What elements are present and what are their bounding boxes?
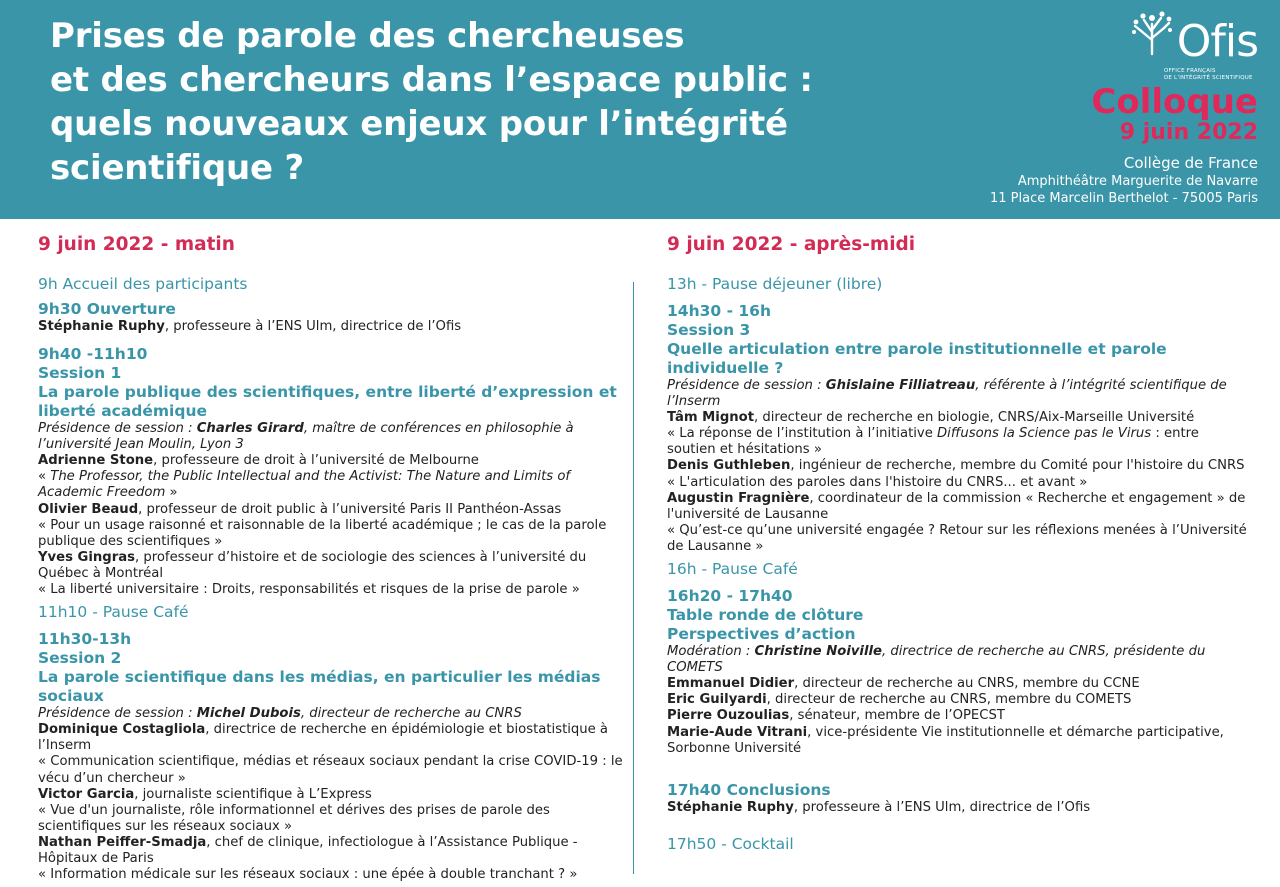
conclusions-time: 17h40 Conclusions [667,780,831,799]
speaker-role: , professeure à l’ENS Ulm, directrice de l’Ofis [164,319,462,334]
morning-column [38,232,623,883]
roundtable-time: 16h20 - 17h40 [667,587,793,606]
speaker-name: Nathan Peiffer-Smadja [38,834,207,850]
session1-chair [38,421,623,453]
session1-title: La parole publique des scientifiques, entre liberté d’expression et liberté académique [38,383,617,421]
speaker-line [667,410,1247,426]
chair-role: , directeur de recherche au CNRS [300,706,522,722]
speaker-line [38,835,623,867]
chair-role: , référente à l’intégrité scientifique de l’Inserm [667,378,1227,410]
coffee-break-1: 11h10 - Pause Café [38,603,189,622]
talk-title: « L'articulation des paroles dans l'histoire du CNRS... et avant » [667,474,1088,490]
title-line: quels nouveaux enjeux pour l’intégrité [50,104,788,144]
speaker-name: Tâm Mignot [667,410,755,426]
session2-label: Session 2 [38,649,122,668]
speaker-line [667,458,1247,474]
session3-chair [667,378,1247,410]
speaker-line [38,502,623,518]
speaker-line [667,725,1247,757]
session2-title: La parole scientifique dans les médias, en particulier les médias sociaux [38,668,601,706]
header-banner [0,0,1280,219]
talk-title: « Pour un usage raisonné et raisonnable de la liberté académique ; le cas de la parole publique des scientifiques » [38,517,607,549]
session3-label: Session 3 [667,321,751,339]
session1-time: 9h40 -11h10 [38,345,148,364]
speaker-name: Emmanuel Didier [667,676,795,692]
session2-time: 11h30-13h [38,630,132,649]
venue-address: 11 Place Marcelin Berthelot - 75005 Paris [989,191,1258,206]
speaker-role: , chef de clinique, infectiologue à l’Assistance Publique - Hôpitaux de Paris [38,834,578,866]
opening-speaker [38,319,623,335]
speaker-line [667,692,1247,708]
speaker-line [38,787,623,803]
speaker-name: Eric Guilyardi [667,692,767,708]
moderator-role: , directrice de recherche au CNRS, présidente du COMETS [667,644,1206,676]
speaker-name: Pierre Ouzoulias [667,708,790,724]
speaker-role: , directeur de recherche au CNRS, membre du COMETS [766,692,1132,708]
opening-time: 9h30 Ouverture [38,300,176,318]
session1-label: Session 1 [38,364,122,383]
event-date: 9 juin 2022 [1119,120,1258,145]
afternoon-column [667,232,1247,854]
chair-name: Ghislaine Filliatreau [825,378,976,393]
speaker-name: Victor Garcia [38,786,135,802]
logo-wordmark: Ofis [1176,16,1258,67]
roundtable-moderator [667,644,1247,676]
speaker-role: , sénateur, membre de l’OPECST [789,708,1005,724]
speaker-name: Denis Guthleben [667,458,791,474]
venue-block [990,154,1258,207]
venue-room: Amphithéâtre Marguerite de Navarre [1017,174,1258,189]
speaker-name: Yves Gingras [38,549,135,565]
talk-title: « Vue d'un journaliste, rôle informationnel et dérives des prises de parole des scientifiques sur les réseaux sociaux » [38,802,550,834]
chair-name: Michel Dubois [196,706,301,722]
speaker-name: Adrienne Stone [38,453,154,469]
ofis-logo [1130,10,1258,84]
title-line: et des chercheurs dans l’espace public : [50,60,813,100]
speaker-name: Stéphanie Ruphy [38,319,165,334]
session3-time: 14h30 - 16h [667,302,772,320]
speaker-role: , coordinateur de la commission « Recherche et engagement » de l'université de Lausanne [667,490,1246,522]
talk-title: « Qu’est-ce qu’une université engagée ? Retour sur les réflexions menées à l’Université de Lausanne » [667,522,1247,554]
cocktail-item: 17h50 - Cocktail [667,834,794,853]
event-type: Colloque [1091,82,1258,122]
column-divider [633,282,634,874]
logo-subtitle-line: OFFICE FRANÇAIS [1164,68,1216,74]
logo-subtitle [1164,68,1258,82]
day-heading-afternoon: 9 juin 2022 - après-midi [667,234,916,255]
talk-title: « La réponse de l’institution à l’initiative Diffusons la Science pas le Virus : entre soutien et hésitations » [667,426,1199,458]
speaker-role: , vice-présidente Vie institutionnelle et démarche participative, Sorbonne Université [667,724,1224,756]
roundtable-label: Table ronde de clôture [667,606,864,625]
speaker-name: Olivier Beaud [38,501,139,517]
coffee-break-2: 16h - Pause Café [667,560,798,579]
roundtable-title: Perspectives d’action [667,625,856,644]
welcome-item: 9h Accueil des participants [38,275,248,293]
chair-label: Présidence de session : [38,421,197,437]
moderator-label: Modération : [667,644,755,660]
speaker-name: Stéphanie Ruphy [667,799,794,815]
talk-title: « Information médicale sur les réseaux sociaux : une épée à double tranchant ? » [38,867,578,883]
page-title [50,14,950,190]
title-line: scientifique ? [50,148,305,188]
speaker-line [38,453,623,469]
speaker-name: Dominique Costagliola [38,722,206,738]
chair-role: , maître de conférences en philosophie à l’université Jean Moulin, Lyon 3 [38,421,574,453]
speaker-line [667,676,1247,692]
logo-subtitle-line: DE L’INTÉGRITÉ SCIENTIFIQUE [1164,75,1253,81]
speaker-role: , professeure de droit à l’université de Melbourne [153,453,479,469]
session2-chair [38,706,623,722]
chair-label: Présidence de session : [38,706,197,722]
title-line: Prises de parole des chercheuses [50,16,685,56]
talk-title: « La liberté universitaire : Droits, responsabilités et risques de la prise de parole » [38,582,580,598]
venue-name: Collège de France [1123,154,1258,172]
chair-label: Présidence de session : [667,378,826,393]
speaker-role: , journaliste scientifique à L’Express [134,786,372,802]
speaker-role: , directeur de recherche au CNRS, membre du CCNE [794,676,1140,692]
moderator-name: Christine Noiville [754,644,882,660]
speaker-role: , ingénieur de recherche, membre du Comité pour l'histoire du CNRS [790,458,1245,474]
lunch-break: 13h - Pause déjeuner (libre) [667,275,883,293]
speaker-role: , directrice de recherche en épidémiologie et biostatistique à l’Inserm [38,722,609,754]
talk-title: « The Professor, the Public Intellectual and the Activist: The Nature and Limits of Academic Freedom » [38,469,571,501]
day-heading-morning: 9 juin 2022 - matin [38,234,235,255]
speaker-line [667,491,1247,523]
speaker-role: , professeure à l’ENS Ulm, directrice de l’Ofis [793,799,1091,815]
conclusions-speaker [667,800,1247,816]
tree-icon [1132,10,1172,56]
speaker-role: , professeur d’histoire et de sociologie des sciences à l’université du Québec à Montréal [38,549,587,581]
speaker-role: , directeur de recherche en biologie, CNRS/Aix-Marseille Université [754,410,1195,426]
chair-name: Charles Girard [196,421,304,437]
speaker-name: Augustin Fragnière [667,490,810,506]
talk-title: « Communication scientifique, médias et réseaux sociaux pendant la crise COVID-19 : le vécu d’un chercheur » [38,754,623,786]
speaker-name: Marie-Aude Vitrani [667,724,808,740]
speaker-role: , professeur de droit public à l’université Paris II Panthéon-Assas [138,501,562,517]
speaker-line [38,550,623,582]
session3-title: Quelle articulation entre parole institutionnelle et parole individuelle ? [667,340,1167,377]
speaker-line [38,722,623,754]
speaker-line [667,708,1247,724]
